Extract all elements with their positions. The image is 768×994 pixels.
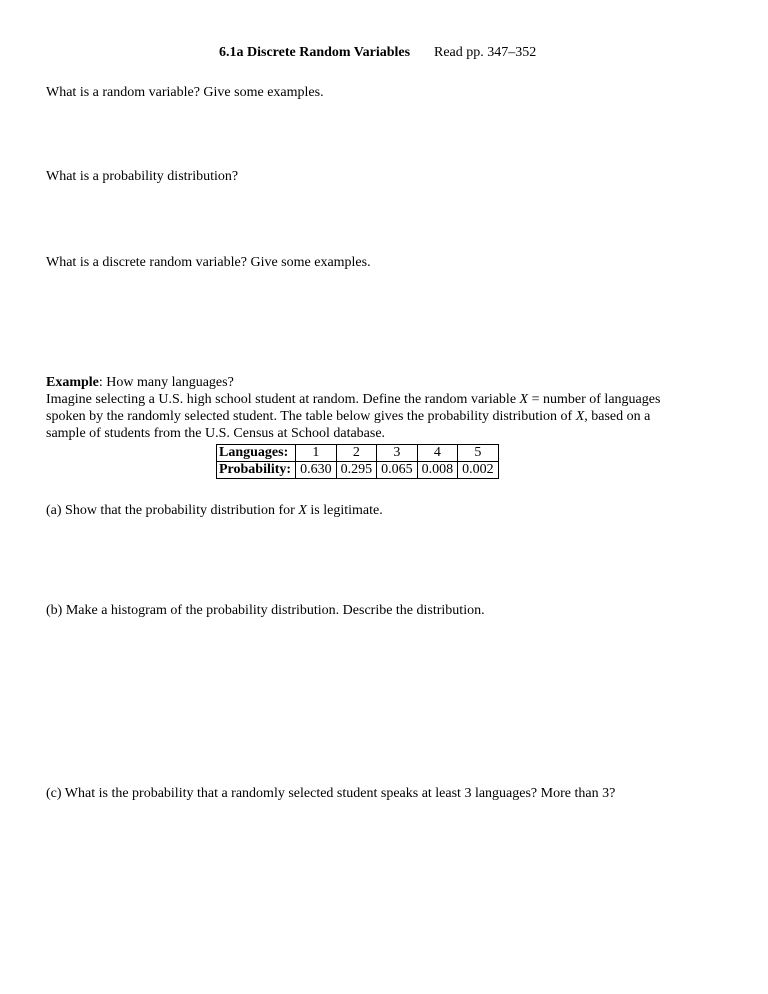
question-probability-distribution: What is a probability distribution? xyxy=(46,169,239,184)
example-title: : How many languages? xyxy=(98,375,234,390)
example-block xyxy=(46,374,736,442)
page-title: 6.1a Discrete Random Variables xyxy=(219,45,411,60)
variable-x: X xyxy=(519,392,529,407)
reading-assignment: Read pp. 347–352 xyxy=(434,45,537,60)
example-text: , based on a xyxy=(584,409,651,424)
example-text: Imagine selecting a U.S. high school student at random. Define the random variable xyxy=(46,392,520,407)
example-text-line-2 xyxy=(46,408,736,425)
variable-x: X xyxy=(575,409,585,424)
probability-distribution-table xyxy=(216,444,499,479)
part-a xyxy=(46,502,383,519)
example-heading xyxy=(46,374,736,391)
table-cell: 0.630 xyxy=(296,462,337,479)
table-cell: 2 xyxy=(336,445,377,462)
example-label: Example xyxy=(46,375,99,390)
table-cell: 0.002 xyxy=(458,462,499,479)
table-row-languages xyxy=(217,445,499,462)
table-cell: 0.065 xyxy=(377,462,418,479)
table-cell: 0.295 xyxy=(336,462,377,479)
part-c: (c) What is the probability that a randomly selected student speaks at least 3 languages? More than 3? xyxy=(46,786,616,801)
row-label-languages: Languages: xyxy=(217,445,296,462)
example-text: spoken by the randomly selected student. The table below gives the probability distribution of xyxy=(46,409,576,424)
part-a-text: is legitimate. xyxy=(306,503,383,518)
table-cell: 3 xyxy=(377,445,418,462)
part-b: (b) Make a histogram of the probability distribution. Describe the distribution. xyxy=(46,603,485,618)
row-label-probability: Probability: xyxy=(217,462,296,479)
question-random-variable: What is a random variable? Give some examples. xyxy=(46,85,324,100)
example-text: = number of languages xyxy=(528,392,661,407)
table-cell: 5 xyxy=(458,445,499,462)
variable-x: X xyxy=(298,503,307,518)
table-cell: 4 xyxy=(417,445,458,462)
table-row-probability xyxy=(217,462,499,479)
table-cell: 1 xyxy=(296,445,337,462)
example-text-line-1 xyxy=(46,391,736,408)
table-cell: 0.008 xyxy=(417,462,458,479)
question-discrete-random-variable: What is a discrete random variable? Give some examples. xyxy=(46,255,371,270)
example-text-line-3: sample of students from the U.S. Census at School database. xyxy=(46,426,386,441)
part-a-text: (a) Show that the probability distribution for xyxy=(46,503,299,518)
